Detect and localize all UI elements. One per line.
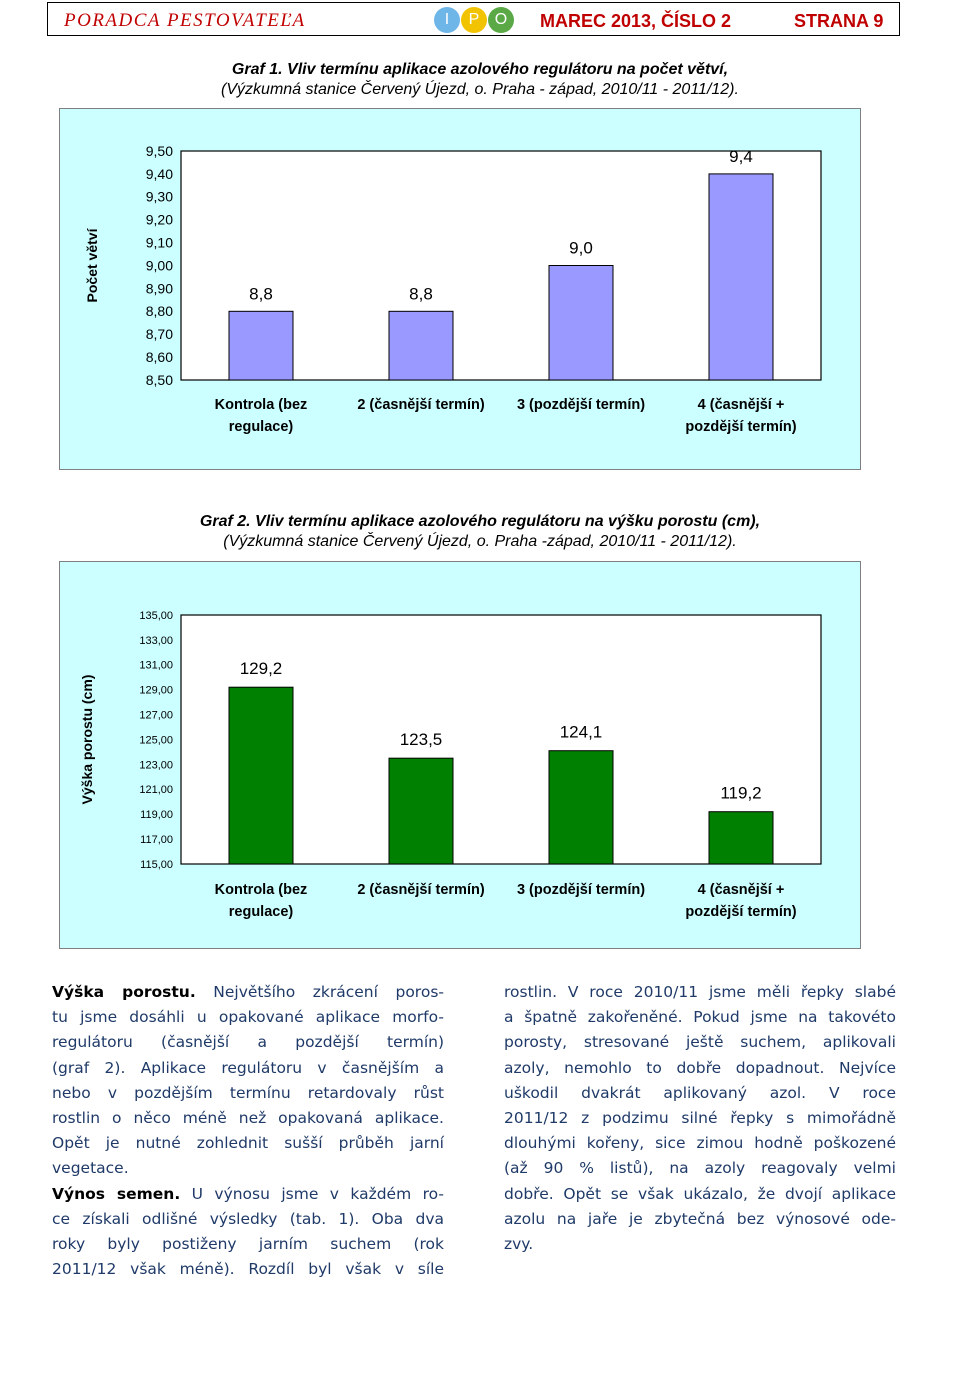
logo-circle-o: O <box>488 7 514 33</box>
bar-value-label: 9,4 <box>729 146 753 166</box>
bar-value-label: 129,2 <box>239 659 283 679</box>
y-tick-label: 115,00 <box>140 858 173 871</box>
magazine-title: PORADCA PESTOVATEĽA <box>64 10 306 31</box>
chart1-area <box>59 108 861 470</box>
chart1-caption <box>60 60 900 100</box>
y-axis-title: Počet větví <box>84 228 100 303</box>
bar-value-label: 119,2 <box>720 783 762 803</box>
x-tick-label: regulace) <box>228 904 294 920</box>
paragraph-line: a špatně zakořeněné. Pokud jsme na takovéto <box>504 1008 896 1027</box>
y-tick-label: 133,00 <box>139 634 173 647</box>
chart2-caption <box>60 512 900 552</box>
paragraph-line: dobře. Opět se však ukázalo, že dvojí aplikace <box>504 1184 896 1203</box>
text-column-left <box>52 980 444 1282</box>
paragraph-line: ce získali odlišné výsledky (tab. 1). Oba dva <box>52 1209 444 1228</box>
y-tick-label: 8,90 <box>145 280 173 297</box>
issue-label: MAREC 2013, ČÍSLO 2 <box>540 11 732 31</box>
y-tick-label: 9,10 <box>145 234 173 251</box>
paragraph-line: uškodil dvakrát aplikovaný azol. V roce <box>504 1083 896 1102</box>
y-tick-label: 9,30 <box>145 188 173 205</box>
paragraph-line: zvy. <box>504 1235 534 1254</box>
paragraph-line: rostlin o něco méně než opakovaná aplikace. <box>52 1109 444 1128</box>
text-column-right <box>504 980 896 1257</box>
x-tick-label: 2 (časnější termín) <box>357 882 485 898</box>
bar <box>229 311 293 380</box>
bar-value-label: 124,1 <box>559 722 603 742</box>
chart2-caption-line2: (Výzkumná stanice Červený Újezd, o. Praha -západ, 2010/11 - 2011/12). <box>223 533 737 550</box>
paragraph-line: (až 90 % listů), na azoly reagovaly velmi <box>504 1159 896 1178</box>
bar <box>549 751 613 864</box>
y-tick-label: 8,70 <box>145 326 173 343</box>
paragraph-line: azolu na jaře je zbytečná bez výnosové ode- <box>504 1209 896 1228</box>
x-tick-label: 4 (časnější + <box>697 397 785 413</box>
bar-value-label: 8,8 <box>409 284 433 304</box>
paragraph-heading: Výška porostu. <box>52 983 196 1001</box>
chart1-caption-line1: Graf 1. Vliv termínu aplikace azolového regulátoru na počet větví, <box>231 61 729 78</box>
paragraph-line: dlouhými kořeny, sice zimou hodně poškozené <box>504 1134 896 1153</box>
x-tick-label: Kontrola (bez <box>214 397 308 413</box>
paragraph-text: U výnosu jsme v každém ro- <box>180 1184 444 1203</box>
bar-value-label: 8,8 <box>249 284 273 304</box>
y-axis-title: Výška porostu (cm) <box>79 674 95 805</box>
bar <box>709 174 773 380</box>
bar <box>709 812 773 864</box>
paragraph-line <box>52 980 444 1005</box>
y-tick-label: 9,50 <box>145 142 173 159</box>
paragraph-line: (graf 2). Aplikace regulátoru v časnějším a <box>52 1058 444 1077</box>
y-tick-label: 8,60 <box>145 349 173 365</box>
paragraph-line: vegetace. <box>52 1159 129 1178</box>
y-tick-label: 129,00 <box>139 684 173 697</box>
y-tick-label: 125,00 <box>139 734 173 747</box>
x-tick-label: 4 (časnější + <box>697 882 785 898</box>
paragraph-line: tu jsme dosáhli u opakované aplikace morfo- <box>52 1008 444 1027</box>
y-tick-label: 131,00 <box>139 659 173 672</box>
x-tick-label: 3 (pozdější termín) <box>516 397 646 413</box>
page-number: STRANA 9 <box>794 11 884 31</box>
y-tick-label: 119,00 <box>140 809 173 822</box>
x-tick-label: 2 (časnější termín) <box>357 397 485 413</box>
y-tick-label: 9,20 <box>145 211 173 228</box>
y-tick-label: 9,00 <box>145 257 173 274</box>
y-tick-label: 117,00 <box>140 833 173 846</box>
page-header <box>47 2 900 36</box>
paragraph-line: azoly, nemohlo to dobře dopadnout. Nejvíce <box>504 1058 896 1077</box>
bar <box>549 266 613 381</box>
chart1-caption-line2: (Výzkumná stanice Červený Újezd, o. Praha - západ, 2010/11 - 2011/12). <box>221 81 739 98</box>
x-tick-label: pozdější termín) <box>685 419 797 435</box>
bar <box>389 311 453 380</box>
bar <box>229 687 293 864</box>
paragraph-line: Opět je nutné zohlednit sušší průběh jarní <box>52 1134 444 1153</box>
paragraph-line: porosty, stresované ještě suchem, aplikovali <box>504 1033 896 1052</box>
paragraph-line: 2011/12 z podzimu silné řepky s mimořádně <box>504 1109 896 1128</box>
paragraph-line: 2011/12 však méně). Rozdíl byl však v síle <box>52 1260 444 1279</box>
y-tick-label: 9,40 <box>145 165 173 182</box>
x-tick-label: regulace) <box>228 419 294 435</box>
x-tick-label: pozdější termín) <box>685 904 797 920</box>
logo-circle-i: I <box>434 7 460 33</box>
y-tick-label: 121,00 <box>139 784 173 797</box>
paragraph-line: rostlin. V roce 2010/11 jsme měli řepky slabé <box>504 983 896 1001</box>
x-tick-label: 3 (pozdější termín) <box>516 882 646 898</box>
bar <box>389 758 453 864</box>
y-tick-label: 123,00 <box>139 759 173 772</box>
y-tick-label: 8,80 <box>145 303 173 320</box>
x-tick-label: Kontrola (bez <box>214 882 308 898</box>
bar-value-label: 9,0 <box>569 238 593 258</box>
chart2-caption-line1: Graf 2. Vliv termínu aplikace azolového regulátoru na výšku porostu (cm), <box>199 513 761 530</box>
chart1-svg <box>60 109 860 469</box>
y-tick-label: 8,50 <box>145 371 173 388</box>
paragraph-line: roky byly postiženy jarním suchem (rok <box>52 1235 444 1254</box>
paragraph-line: regulátoru (časnější a pozdější termín) <box>52 1033 444 1052</box>
bar-value-label: 123,5 <box>399 730 443 750</box>
y-tick-label: 127,00 <box>139 709 173 722</box>
paragraph-line <box>52 1182 444 1207</box>
y-tick-label: 135,00 <box>139 609 173 622</box>
paragraph-text: Největšího zkrácení poros- <box>195 983 444 1001</box>
paragraph-line: nebo v pozdějším termínu retardovaly růst <box>52 1083 444 1102</box>
chart2-svg <box>60 562 860 948</box>
paragraph-heading: Výnos semen. <box>52 1184 181 1203</box>
logo-circle-p: P <box>461 7 487 33</box>
chart2-area <box>59 561 861 949</box>
